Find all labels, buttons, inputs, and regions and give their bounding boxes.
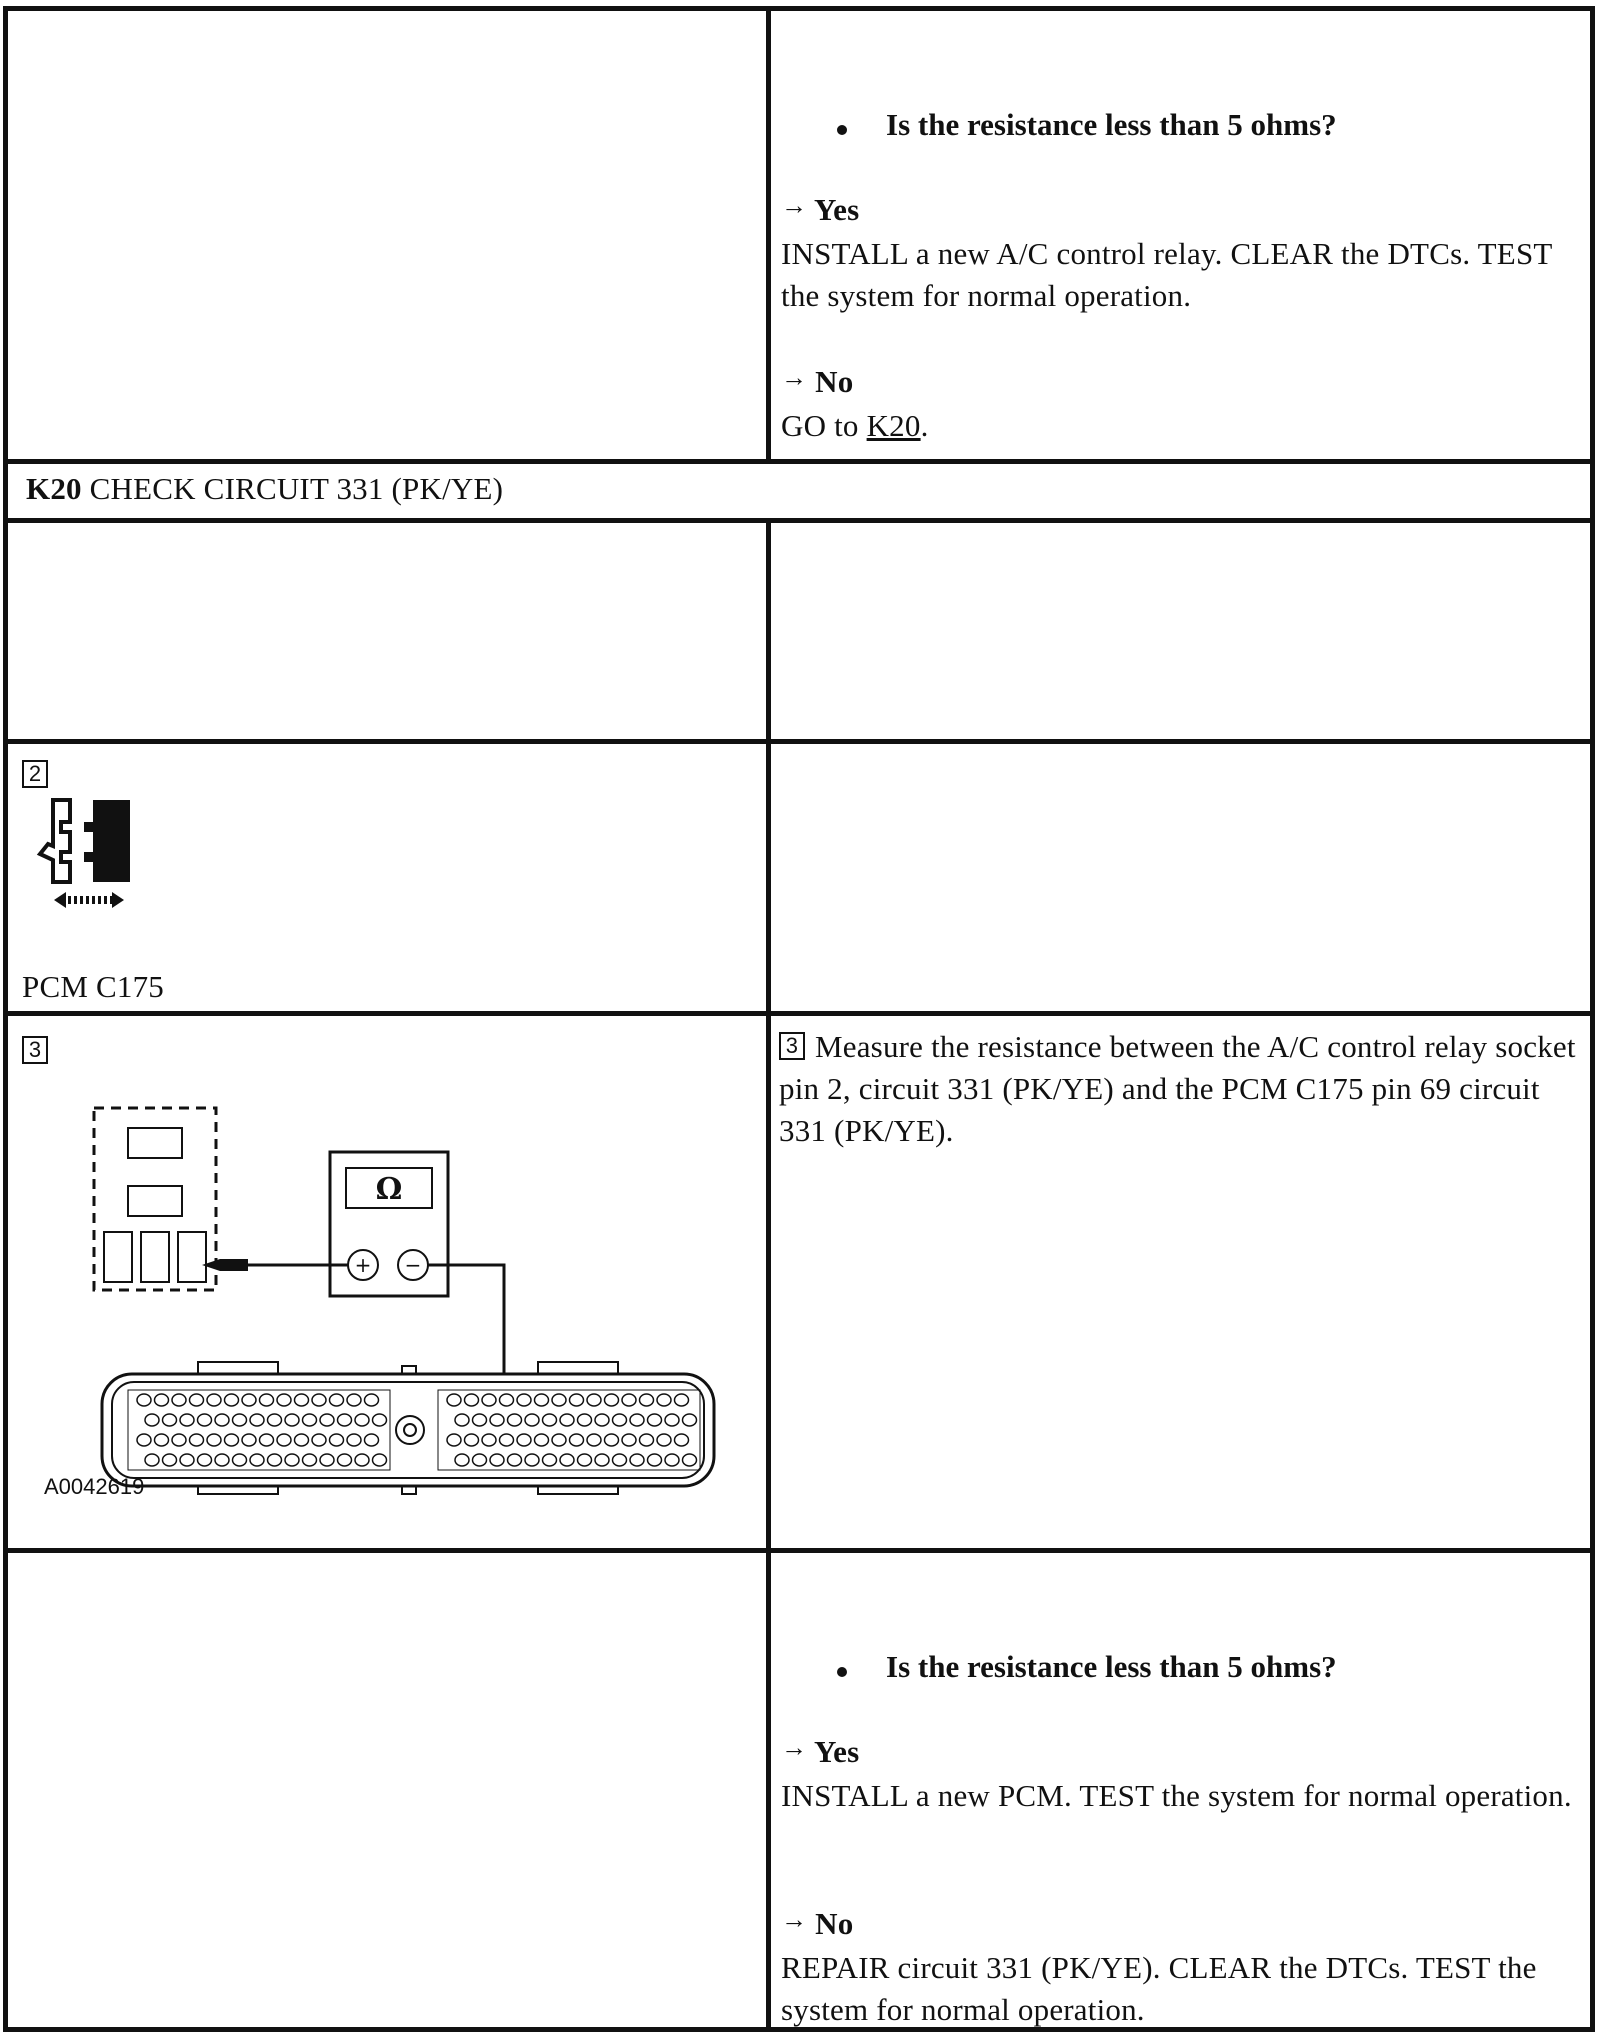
no-answer: → No: [781, 1905, 854, 1941]
no-answer: → No: [781, 363, 854, 399]
result-cell-1: [771, 11, 1595, 459]
step-number-badge: 3: [22, 1036, 48, 1064]
step-number-badge: 3: [779, 1032, 805, 1060]
ohmmeter-diagram: [8, 1056, 748, 1496]
question-text: Is the resistance less than 5 ohms?: [886, 107, 1337, 142]
figure-id: A0042619: [44, 1474, 145, 1496]
step-number-badge: 2: [22, 760, 48, 788]
step-id: K20: [26, 471, 82, 506]
minus-terminal: −: [404, 1253, 422, 1277]
no-instruction: REPAIR circuit 331 (PK/YE). CLEAR the DTCs. TEST the system for normal operation.: [781, 1950, 1537, 2027]
arrow-right-icon: →: [781, 1905, 808, 1934]
disconnect-cell: [8, 744, 766, 1011]
instruction-cell: [779, 1026, 1591, 1152]
measurement-figure-cell: [8, 1016, 766, 1548]
ohmmeter: [330, 1152, 448, 1296]
step-title: CHECK CIRCUIT 331 (PK/YE): [89, 471, 504, 506]
k20-link[interactable]: K20: [866, 408, 921, 443]
connector-caption: PCM C175: [22, 969, 165, 1004]
relay-socket: [94, 1108, 216, 1290]
step-header: [26, 468, 1526, 510]
row-divider: [8, 518, 1590, 523]
diagnostic-table: [3, 6, 1595, 2032]
arrow-right-icon: →: [781, 191, 808, 220]
yes-answer: → Yes: [781, 1733, 860, 1769]
ohm-symbol: Ω: [375, 1172, 403, 1207]
arrow-right-icon: →: [781, 363, 808, 392]
pcm-connector: [102, 1362, 714, 1494]
plus-terminal: +: [354, 1253, 372, 1277]
no-instruction: GO to K20.: [781, 408, 929, 443]
question-text: Is the resistance less than 5 ohms?: [886, 1649, 1337, 1684]
row-divider: [8, 459, 1590, 464]
result-cell-2: [771, 1553, 1595, 2033]
yes-instruction: INSTALL a new PCM. TEST the system for normal operation.: [781, 1778, 1572, 1813]
bullet-icon: [837, 125, 847, 135]
yes-answer: → Yes: [781, 191, 860, 227]
measure-instruction: Measure the resistance between the A/C control relay socket pin 2, circuit 331 (PK/YE) and the PCM C175 pin 69 circuit 331 (PK/YE).: [779, 1029, 1576, 1148]
yes-instruction: INSTALL a new A/C control relay. CLEAR the DTCs. TEST the system for normal operation.: [781, 236, 1552, 313]
disconnect-connector-icon: [18, 794, 138, 914]
arrow-right-icon: →: [781, 1733, 808, 1762]
bullet-icon: [837, 1667, 847, 1677]
